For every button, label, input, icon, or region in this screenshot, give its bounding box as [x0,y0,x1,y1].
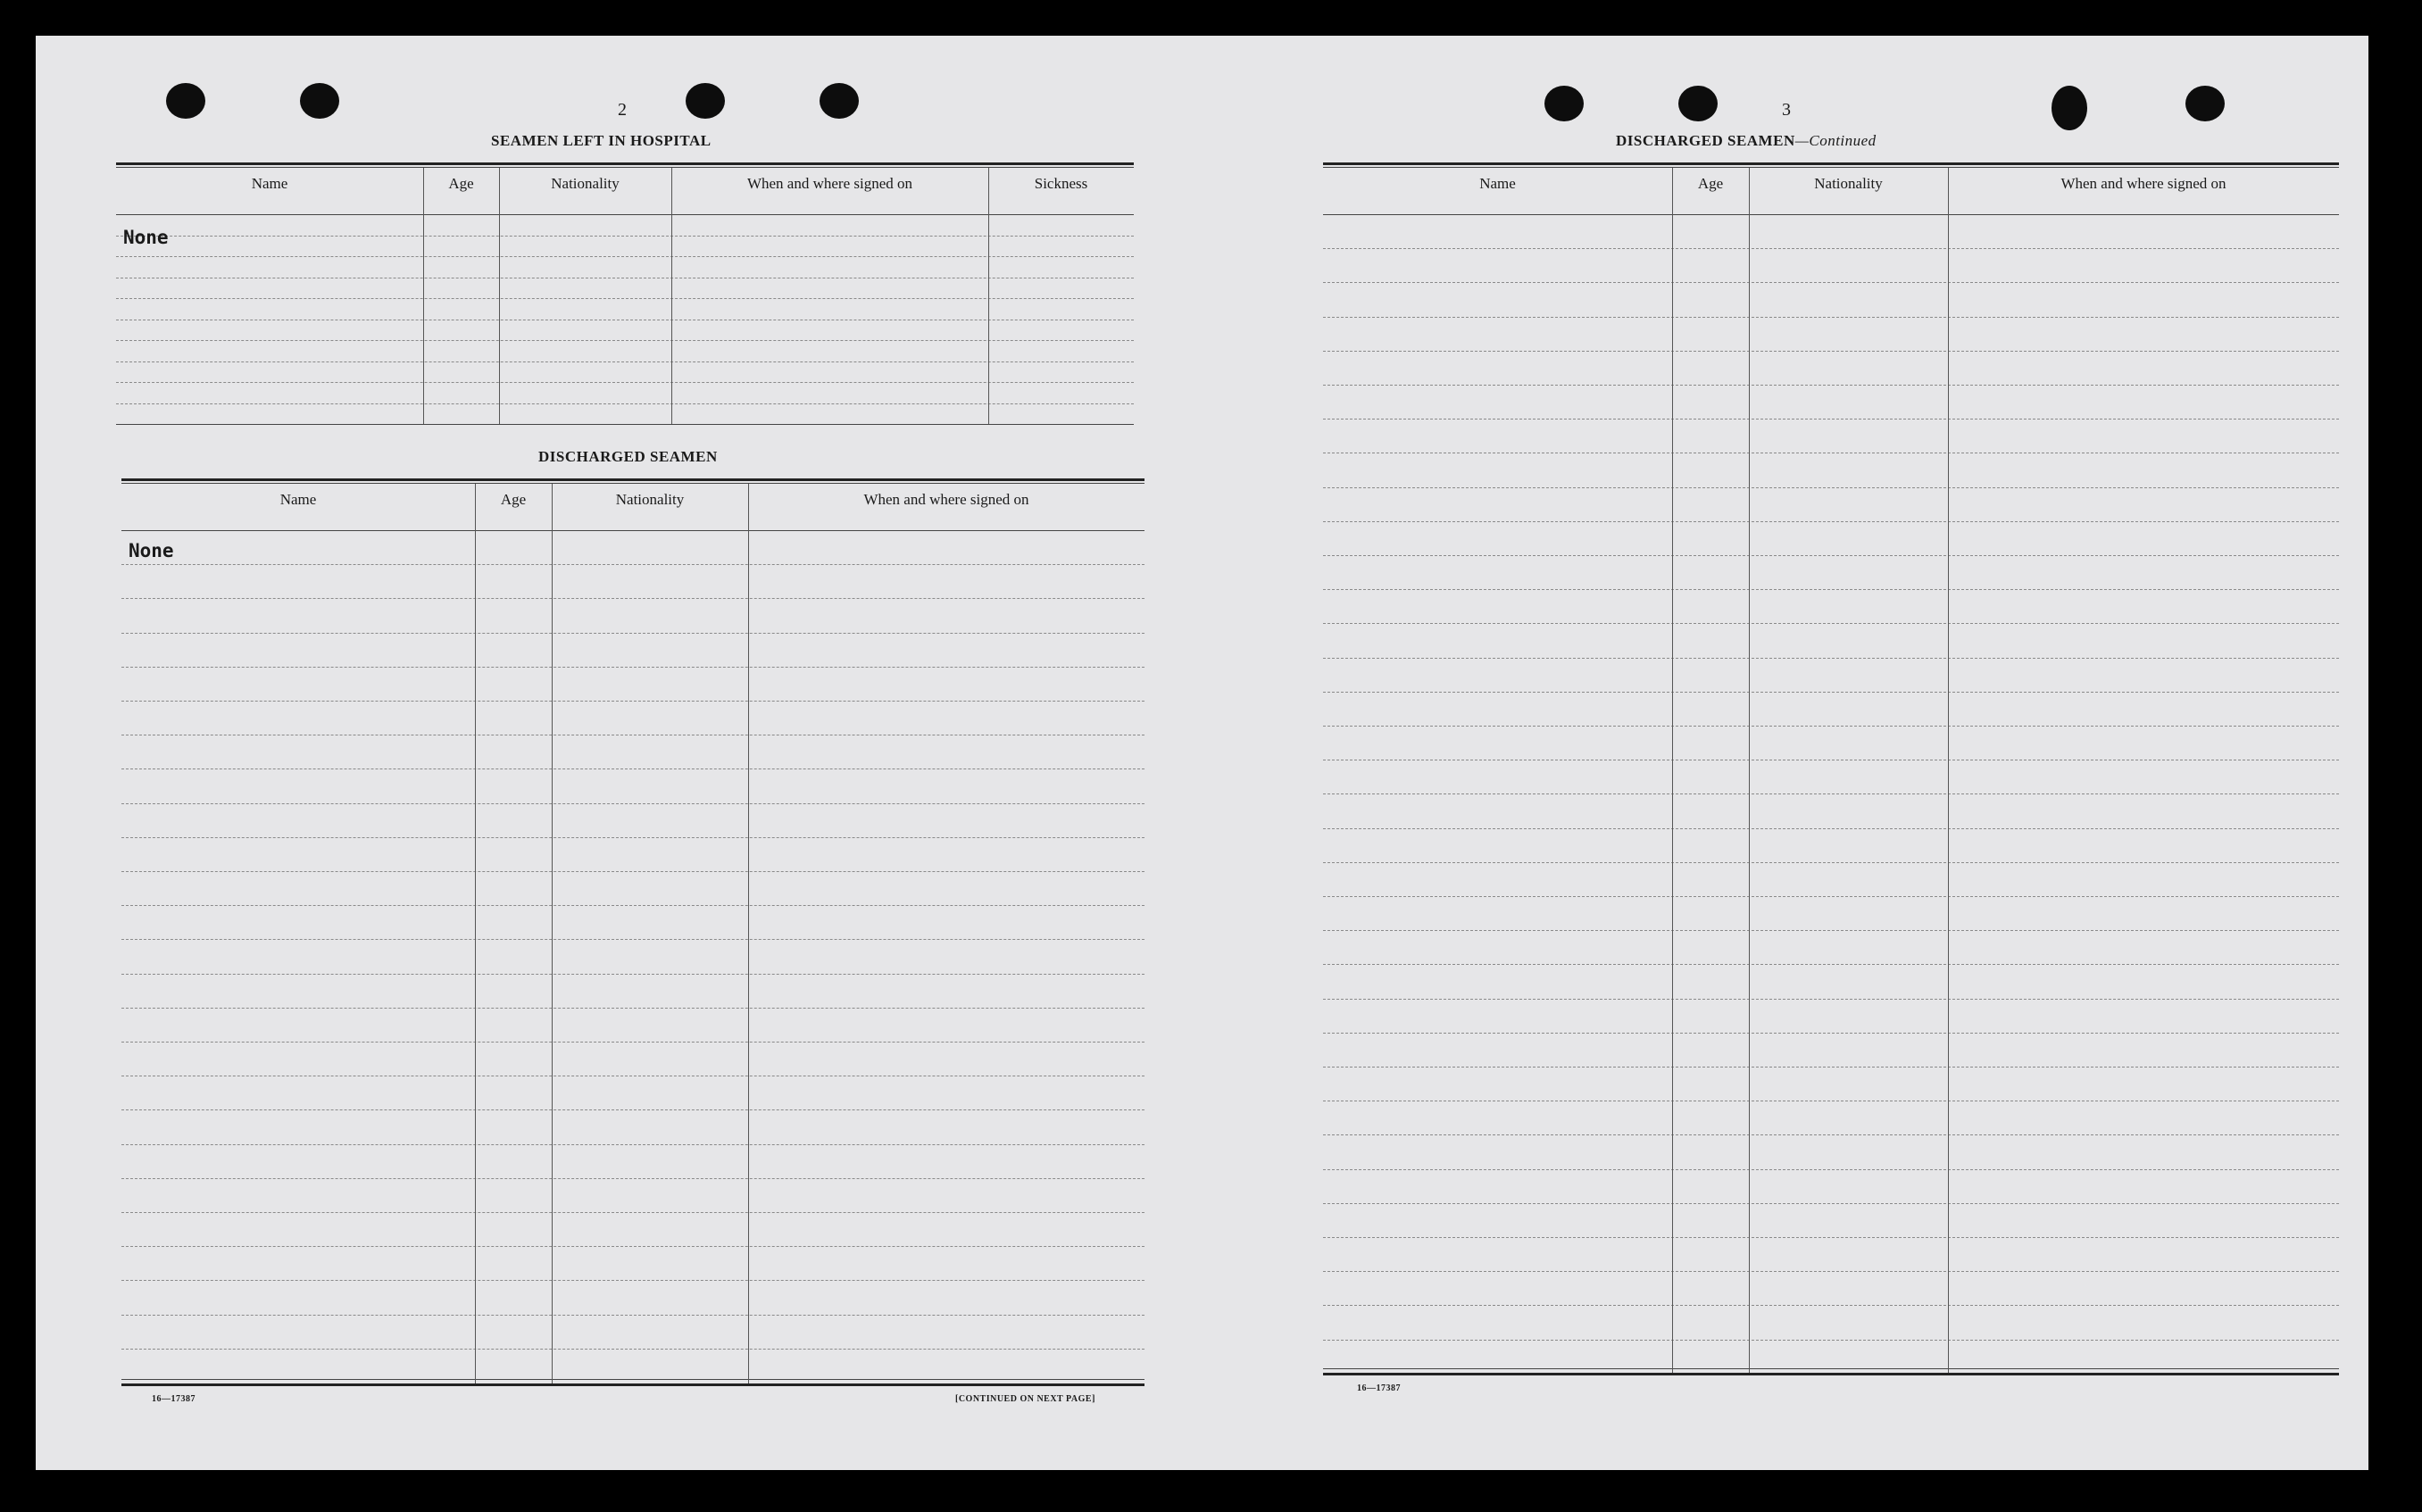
column-header: Nationality [551,175,620,192]
row-line [1323,248,2339,249]
row-line [116,340,1134,341]
row-line [1323,828,2339,829]
table-top-rule [121,478,1144,481]
name-entry: None [129,540,174,561]
hospital-section-title: SEAMEN LEFT IN HOSPITAL [491,132,712,149]
row-line [121,1280,1144,1281]
row-line [121,803,1144,804]
punch-hole [820,83,859,119]
column-divider [671,168,672,424]
column-header: Name [1479,175,1516,192]
row-line [1323,862,2339,863]
row-line [116,382,1134,383]
row-line [121,598,1144,599]
row-line [1323,1305,2339,1306]
row-line [121,1109,1144,1110]
punch-hole [1678,86,1718,121]
row-line [1323,521,2339,522]
column-header: Age [500,491,527,508]
row-line [1323,317,2339,318]
row-line [121,1144,1144,1145]
row-line [121,905,1144,906]
column-header: Name [251,175,288,192]
name-entry: None [123,227,169,248]
table-top-rule-inner [121,483,1144,484]
row-line [1323,1271,2339,1272]
row-line [1323,1033,2339,1034]
row-line [1323,964,2339,965]
column-divider [475,484,476,1383]
table-top-rule-inner [116,167,1134,168]
row-line [1323,726,2339,727]
punch-hole [686,83,725,119]
row-line [121,1246,1144,1247]
page-number: 3 [1782,100,1791,120]
right-page [1259,36,2368,1470]
form-sheet [36,36,2368,1470]
row-line [1323,282,2339,283]
continued-section-title [1616,132,1877,150]
column-header: When and where signed on [2060,175,2226,192]
row-line [1323,1340,2339,1341]
row-line [1323,351,2339,352]
row-line [121,939,1144,940]
row-line [1323,793,2339,794]
column-divider [1948,168,1949,1373]
row-line [1323,1237,2339,1238]
row-line [1323,589,2339,590]
punch-hole [2185,86,2225,121]
row-line [121,1178,1144,1179]
column-divider [748,484,749,1383]
row-line [1323,623,2339,624]
page-number: 2 [618,100,627,120]
row-line [1323,658,2339,659]
row-line [121,871,1144,872]
punch-hole [1544,86,1584,121]
row-line [1323,896,2339,897]
row-line [116,403,1134,404]
row-line [121,1212,1144,1213]
header-rule [121,530,1144,531]
column-header: When and where signed on [746,175,913,192]
header-rule [1323,214,2339,215]
column-header: Nationality [1814,175,1883,192]
row-line [121,1315,1144,1316]
row-line [1323,555,2339,556]
table-top-rule [116,162,1134,165]
row-line [121,633,1144,634]
row-line [121,974,1144,975]
row-line [116,236,1134,237]
row-line [1323,1169,2339,1170]
table-bottom-rule-inner [121,1379,1144,1380]
column-header: Nationality [615,491,685,508]
column-divider [1672,168,1673,1373]
row-line [1323,1067,2339,1068]
column-divider [988,168,989,424]
row-line [116,298,1134,299]
form-number: 16—17387 [152,1394,196,1404]
column-divider [499,168,500,424]
table-bottom-rule-inner [1323,1368,2339,1369]
column-divider [423,168,424,424]
row-line [121,564,1144,565]
row-line [121,837,1144,838]
column-header: Age [448,175,474,192]
header-rule [116,214,1134,215]
column-header: Name [279,491,317,508]
row-line [1323,692,2339,693]
row-line [121,1008,1144,1009]
row-line [121,1042,1144,1043]
row-line [1323,419,2339,420]
table-top-rule-inner [1323,167,2339,168]
table-bottom-rule [116,424,1134,425]
discharged-section-title: DISCHARGED SEAMEN [538,448,718,465]
row-line [121,667,1144,668]
column-header: Age [1697,175,1724,192]
table-bottom-rule [1323,1373,2339,1375]
column-divider [552,484,553,1383]
row-line [1323,930,2339,931]
form-number: 16—17387 [1357,1383,1401,1393]
row-line [1323,1134,2339,1135]
section-title-suffix: —Continued [1794,132,1877,149]
punch-hole [300,83,339,119]
table-top-rule [1323,162,2339,165]
row-line [1323,487,2339,488]
punch-hole [166,83,205,119]
left-page [36,36,1196,1470]
continued-note: [CONTINUED ON NEXT PAGE] [955,1394,1095,1404]
punch-hole [2052,86,2087,130]
column-header: When and where signed on [863,491,1029,508]
column-header: Sickness [1034,175,1088,192]
row-line [121,1349,1144,1350]
row-line [1323,1203,2339,1204]
section-title-text: DISCHARGED SEAMEN [1616,132,1795,149]
row-line [1323,385,2339,386]
row-line [116,361,1134,362]
row-line [1323,999,2339,1000]
table-bottom-rule [121,1383,1144,1386]
row-line [121,701,1144,702]
column-divider [1749,168,1750,1373]
row-line [121,768,1144,769]
row-line [116,256,1134,257]
